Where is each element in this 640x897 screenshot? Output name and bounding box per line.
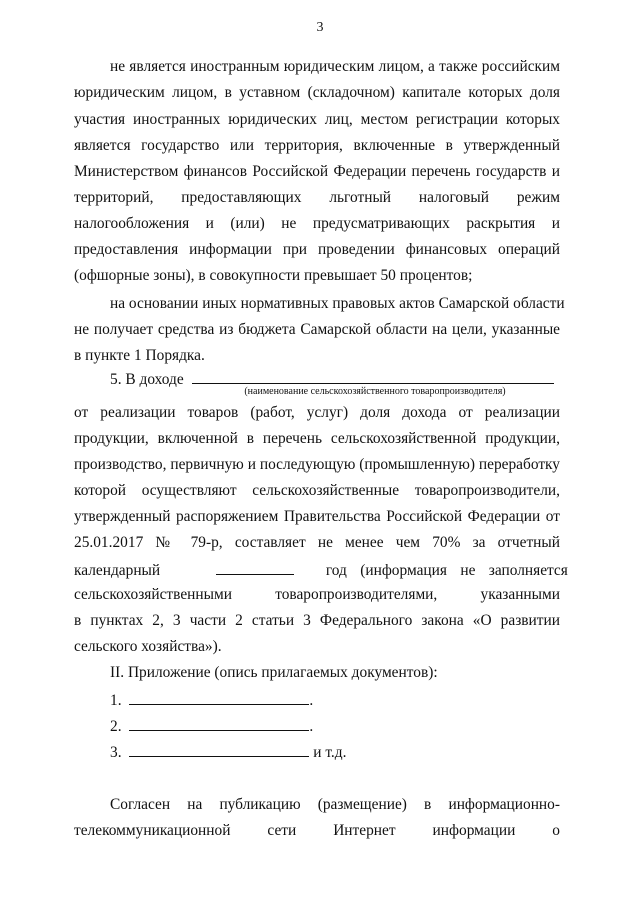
section-title: II. Приложение (опись прилагаемых документов): <box>110 664 438 681</box>
text-line: не получает средства из бюджета Самарской области на цели, указанные <box>74 321 560 338</box>
text-line: предоставления информации при проведении финансовых операций <box>74 241 560 258</box>
producer-name-caption: (наименование сельскохозяйственного товаропроизводителя) <box>244 386 506 397</box>
text-line: сельскохозяйственными товаропроизводителями, указанными <box>74 586 560 603</box>
text-line: производство, первичную и последующую (промышленную) переработку <box>74 456 560 473</box>
attachment-tail: . <box>309 718 314 735</box>
item-5-lead: 5. В доходе <box>110 371 184 388</box>
year-tail: год (информация не заполняется <box>325 562 568 579</box>
text-line: Согласен на публикацию (размещение) в информационно- <box>110 796 560 813</box>
text-line-year <box>74 559 568 581</box>
text-line: 25.01.2017 № 79-р, составляет не менее чем 70% за отчетный <box>74 534 560 551</box>
attachment-field-2[interactable] <box>129 715 309 731</box>
text-line: участия иностранных юридических лиц, местом регистрации которых <box>74 111 560 128</box>
text-line: в пункте 1 Порядка. <box>74 347 205 364</box>
text-line: телекоммуникационной сети Интернет информации о <box>74 822 560 839</box>
attachment-number: 1. <box>110 692 122 709</box>
attachment-item <box>110 689 596 711</box>
producer-name-field[interactable] <box>192 369 554 384</box>
text-line: не является иностранным юридическим лицом, а также российским <box>110 58 560 75</box>
text-line: сельского хозяйства»). <box>74 638 222 655</box>
attachment-number: 3. <box>110 744 122 761</box>
text-line: утвержденный распоряжением Правительства Российской Федерации от <box>74 508 560 525</box>
text-line: (офшорные зоны), в совокупности превышает 50 процентов; <box>74 267 473 284</box>
attachment-tail: и т.д. <box>313 744 347 761</box>
attachment-item <box>110 715 596 737</box>
year-field[interactable] <box>216 559 294 575</box>
attachment-number: 2. <box>110 718 122 735</box>
text-line: территорий, предоставляющих льготный налоговый режим <box>74 189 560 206</box>
text-line: в пунктах 2, 3 части 2 статьи 3 Федерального закона «О развитии <box>74 612 560 629</box>
text-line: от реализации товаров (работ, услуг) доля дохода от реализации <box>74 404 560 421</box>
text-line: продукции, включенной в перечень сельскохозяйственной продукции, <box>74 430 560 447</box>
text-line: на основании иных нормативных правовых актов Самарской области <box>110 295 565 312</box>
calendar-label: календарный <box>74 562 161 579</box>
attachment-field-1[interactable] <box>129 689 309 705</box>
text-line: Министерством финансов Российской Федерации перечень государств и <box>74 163 560 180</box>
text-line: налогообложения и (или) не предусматривающих раскрытия и <box>74 215 560 232</box>
text-line: юридическим лицом, в уставном (складочном) капитале которых доля <box>74 84 560 101</box>
text-line: которой осуществляют сельскохозяйственные товаропроизводители, <box>74 482 560 499</box>
attachment-tail: . <box>309 692 314 709</box>
attachment-field-3[interactable] <box>129 741 309 757</box>
page-number: 3 <box>316 20 324 35</box>
attachment-item <box>110 741 596 763</box>
text-line: является государство или территория, включенные в утвержденный <box>74 137 560 154</box>
